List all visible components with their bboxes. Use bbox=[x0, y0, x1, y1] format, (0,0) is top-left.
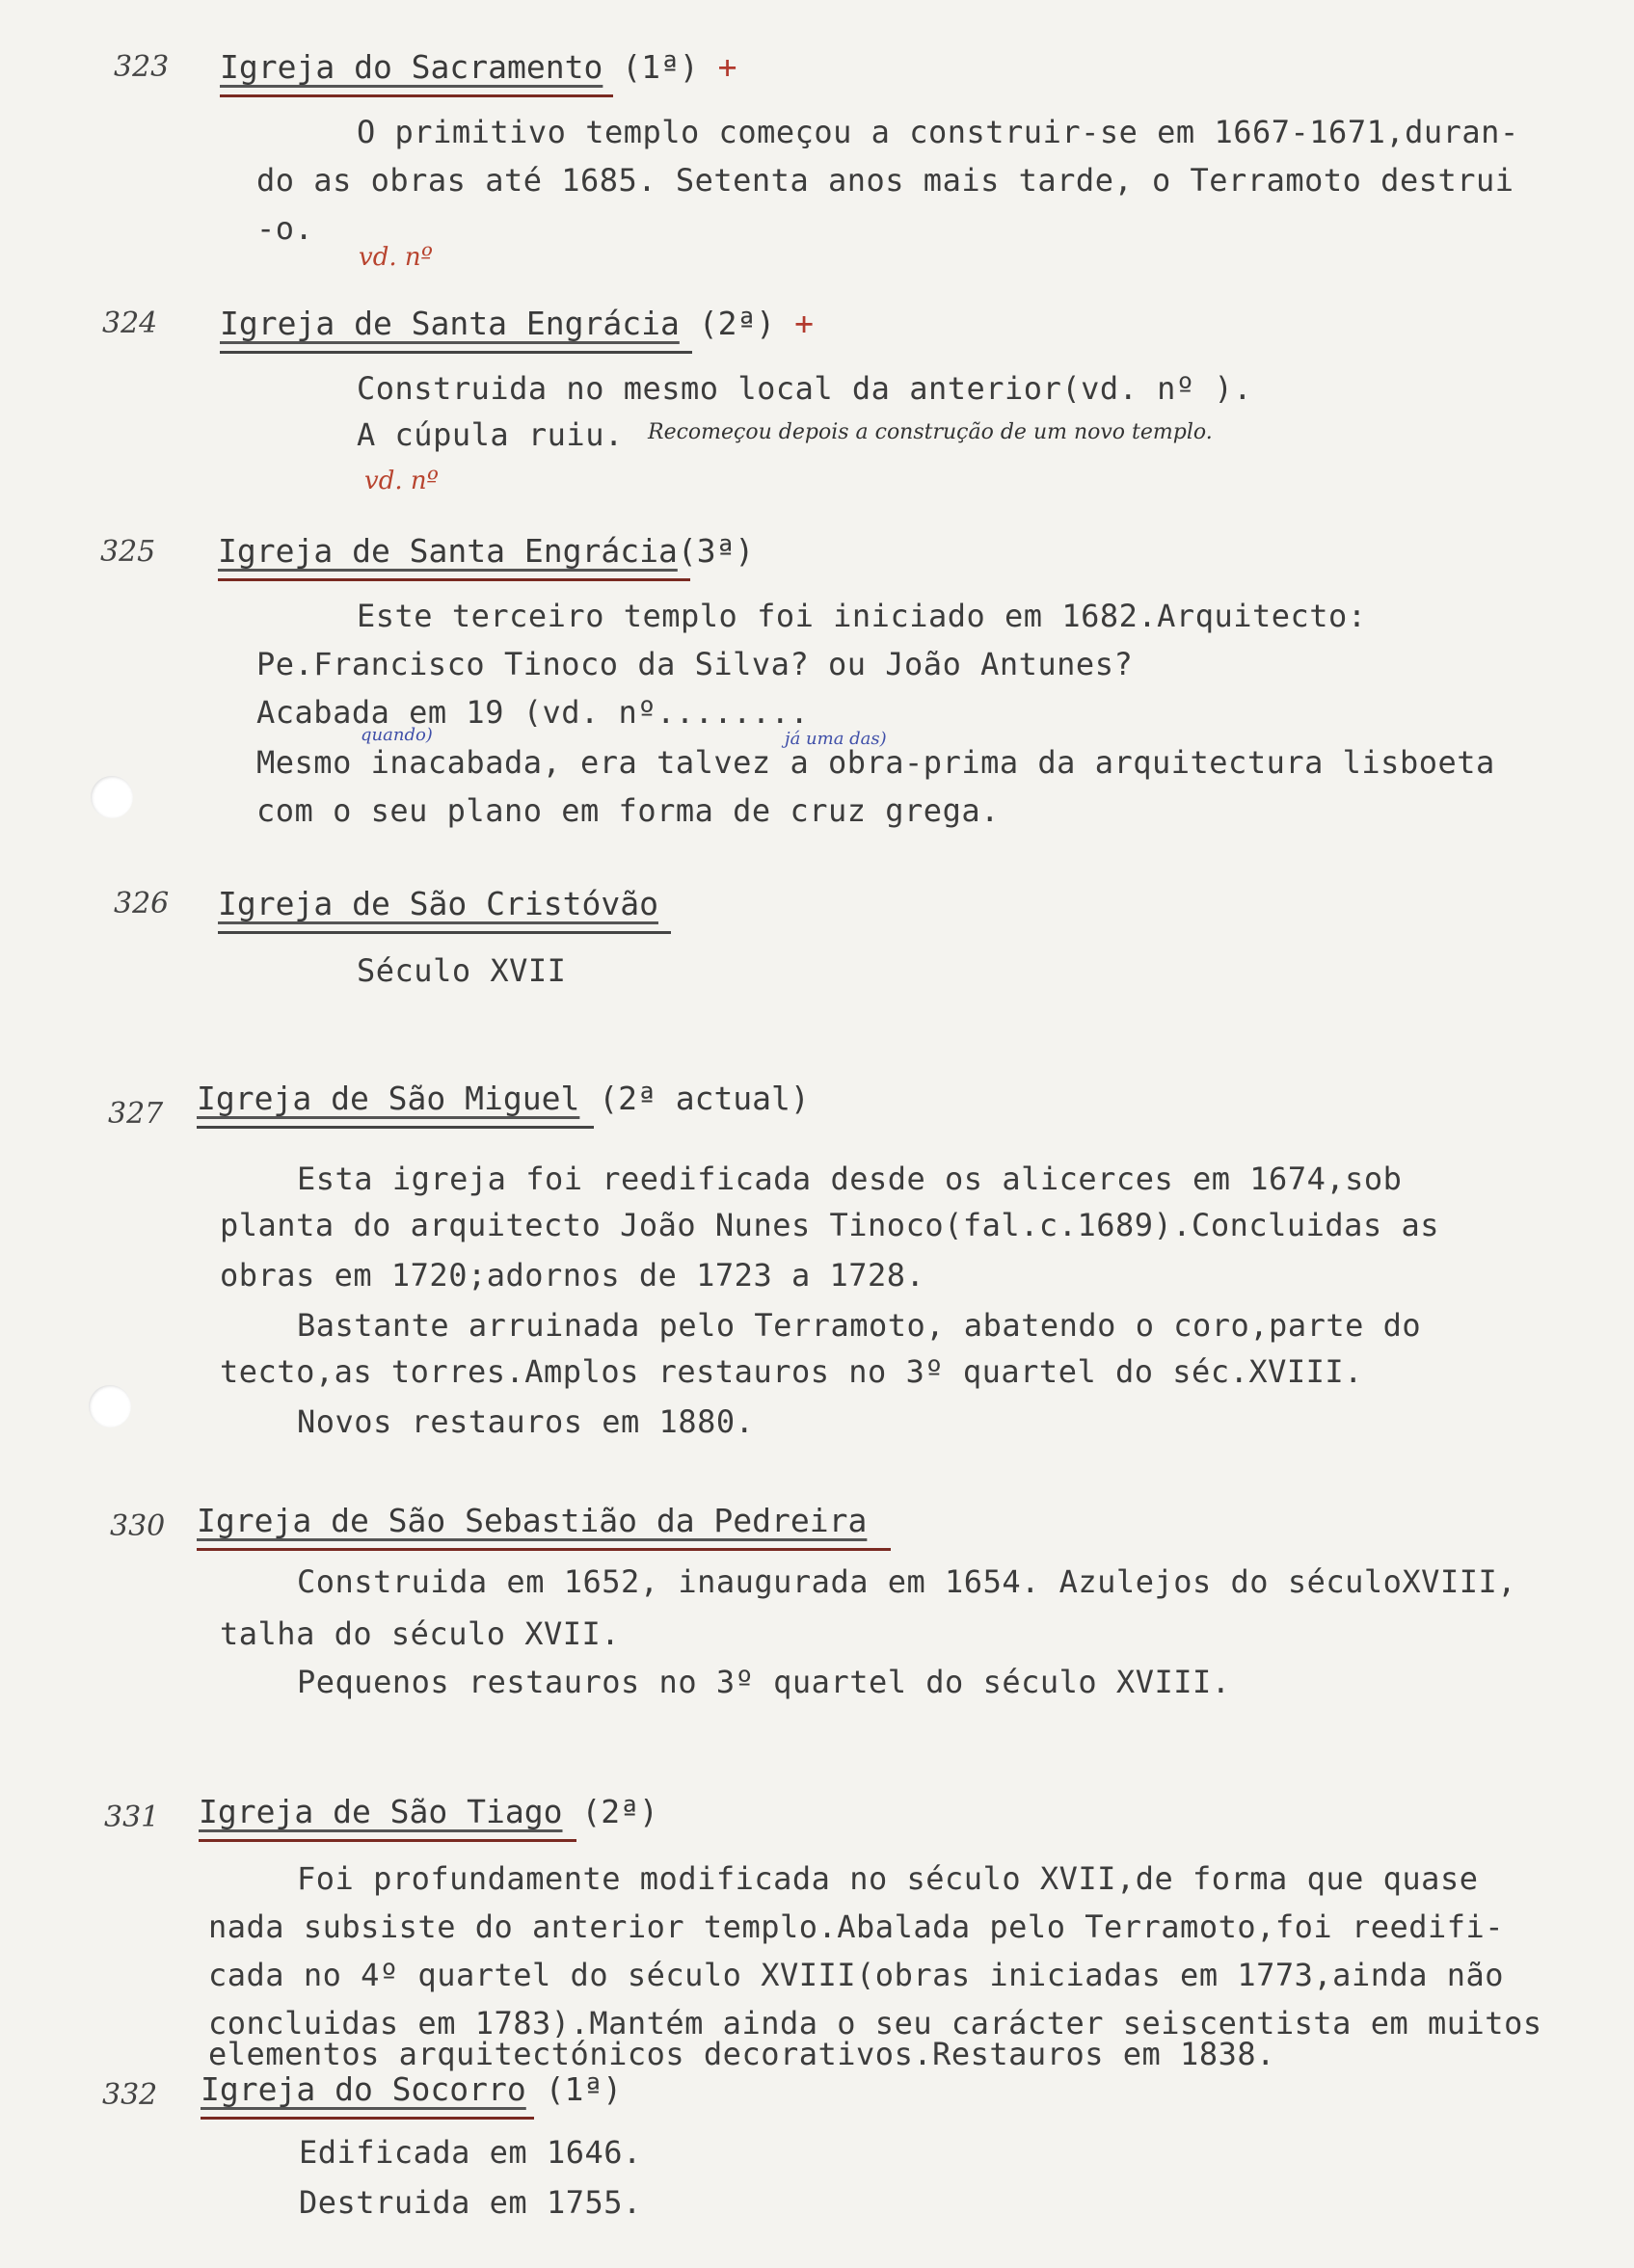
entry-title-suffix: (2ª) bbox=[581, 1793, 658, 1830]
text-line: Século XVII bbox=[357, 952, 567, 989]
entry-title-text: Igreja de Santa Engrácia bbox=[218, 532, 678, 570]
entry-title-text: Igreja de Santa Engrácia bbox=[220, 305, 680, 342]
entry-number: 325 bbox=[100, 535, 156, 569]
entry-title bbox=[197, 1502, 867, 1539]
text-line: Mesmo inacabada, era talvez a obra-prima da arquitectura lisboeta bbox=[256, 744, 1495, 781]
entry-title bbox=[199, 1793, 658, 1830]
text-line: Foi profundamente modificada no século XVII,de forma que quase bbox=[297, 1860, 1479, 1897]
handwritten-insert: quando) bbox=[361, 725, 433, 745]
text-line: nada subsiste do anterior templo.Abalada pelo Terramoto,foi reedifi- bbox=[208, 1908, 1505, 1945]
entry-title bbox=[201, 2070, 622, 2108]
underline bbox=[220, 351, 692, 354]
punch-hole-bottom bbox=[89, 1385, 131, 1428]
entry-number: 332 bbox=[102, 2078, 158, 2112]
cross-mark: + bbox=[717, 48, 737, 86]
handwritten-note: vd. nº bbox=[364, 467, 439, 495]
text-line: Novos restauros em 1880. bbox=[297, 1403, 755, 1440]
entry-title-text: Igreja de São Cristóvão bbox=[218, 885, 658, 922]
entry-number: 330 bbox=[110, 1509, 166, 1543]
entry-title bbox=[220, 305, 814, 342]
text-line: Destruida em 1755. bbox=[299, 2184, 642, 2221]
text-line: com o seu plano em forma de cruz grega. bbox=[256, 792, 1000, 829]
text-line: Esta igreja foi reedificada desde os alicerces em 1674,sob bbox=[297, 1161, 1403, 1197]
entry-number: 326 bbox=[114, 887, 170, 921]
text-line: A cúpula ruiu. bbox=[357, 416, 624, 453]
red-underline bbox=[197, 1548, 891, 1551]
underline bbox=[218, 931, 671, 934]
cross-mark: + bbox=[794, 305, 814, 342]
entry-title-suffix: (2ª) bbox=[698, 305, 776, 342]
entry-number: 324 bbox=[102, 307, 158, 340]
entry-title bbox=[218, 885, 658, 922]
text-line: O primitivo templo começou a construir-se em 1667-1671,duran- bbox=[357, 114, 1519, 150]
entry-title bbox=[197, 1080, 810, 1117]
handwritten-note: vd. nº bbox=[359, 243, 433, 272]
text-line: do as obras até 1685. Setenta anos mais tarde, o Terramoto destrui bbox=[256, 162, 1514, 199]
punch-hole-top bbox=[91, 776, 133, 818]
entry-title-suffix: (3ª) bbox=[677, 532, 755, 570]
entry-title-text: Igreja do Socorro bbox=[201, 2070, 526, 2108]
text-line: Construida no mesmo local da anterior(vd. nº ). bbox=[357, 370, 1252, 407]
entry-number: 327 bbox=[108, 1097, 164, 1131]
text-line: Bastante arruinada pelo Terramoto, abatendo o coro,parte do bbox=[297, 1307, 1422, 1344]
text-line: elementos arquitectónicos decorativos.Restauros em 1838. bbox=[208, 2036, 1275, 2072]
text-line: concluidas em 1783).Mantém ainda o seu carácter seiscentista em muitos bbox=[208, 2005, 1542, 2041]
underline bbox=[197, 1126, 594, 1129]
entry-number: 323 bbox=[114, 50, 170, 84]
red-underline bbox=[218, 578, 690, 581]
text-line: -o. bbox=[256, 210, 314, 247]
entry-title bbox=[218, 532, 754, 570]
entry-title-text: Igreja de São Tiago bbox=[199, 1793, 563, 1830]
text-line: tecto,as torres.Amplos restauros no 3º quartel do séc.XVIII. bbox=[220, 1353, 1363, 1390]
entry-title-text: Igreja de São Sebastião da Pedreira bbox=[197, 1502, 868, 1539]
entry-title-text: Igreja do Sacramento bbox=[220, 48, 603, 86]
entry-title-text: Igreja de São Miguel bbox=[197, 1080, 580, 1117]
text-line: Construida em 1652, inaugurada em 1654. Azulejos do séculoXVIII, bbox=[297, 1563, 1516, 1600]
entry-number: 331 bbox=[104, 1801, 160, 1834]
text-line: Pe.Francisco Tinoco da Silva? ou João Antunes? bbox=[256, 646, 1134, 682]
red-underline bbox=[220, 94, 613, 97]
red-underline bbox=[201, 2117, 534, 2120]
entry-title bbox=[220, 48, 737, 86]
entry-title-suffix: (1ª) bbox=[545, 2070, 623, 2108]
entry-title-suffix: (1ª) bbox=[622, 48, 699, 86]
text-line: Pequenos restauros no 3º quartel do século XVIII. bbox=[297, 1664, 1231, 1700]
text-line: planta do arquitecto João Nunes Tinoco(fal.c.1689).Concluidas as bbox=[220, 1207, 1439, 1243]
entry-title-suffix: (2ª actual) bbox=[599, 1080, 810, 1117]
text-line: Edificada em 1646. bbox=[299, 2134, 642, 2171]
text-line: obras em 1720;adornos de 1723 a 1728. bbox=[220, 1257, 925, 1294]
text-line: Este terceiro templo foi iniciado em 1682.Arquitecto: bbox=[357, 598, 1367, 634]
handwritten-insert: já uma das) bbox=[785, 729, 887, 749]
text-line: Acabada em 19 (vd. nº........ bbox=[256, 694, 810, 731]
text-line: cada no 4º quartel do século XVIII(obras iniciadas em 1773,ainda não bbox=[208, 1957, 1505, 1993]
handwritten-addition: Recomeçou depois a construção de um novo templo. bbox=[648, 420, 1213, 444]
text-line: talha do século XVII. bbox=[220, 1615, 621, 1652]
red-underline bbox=[199, 1839, 576, 1842]
